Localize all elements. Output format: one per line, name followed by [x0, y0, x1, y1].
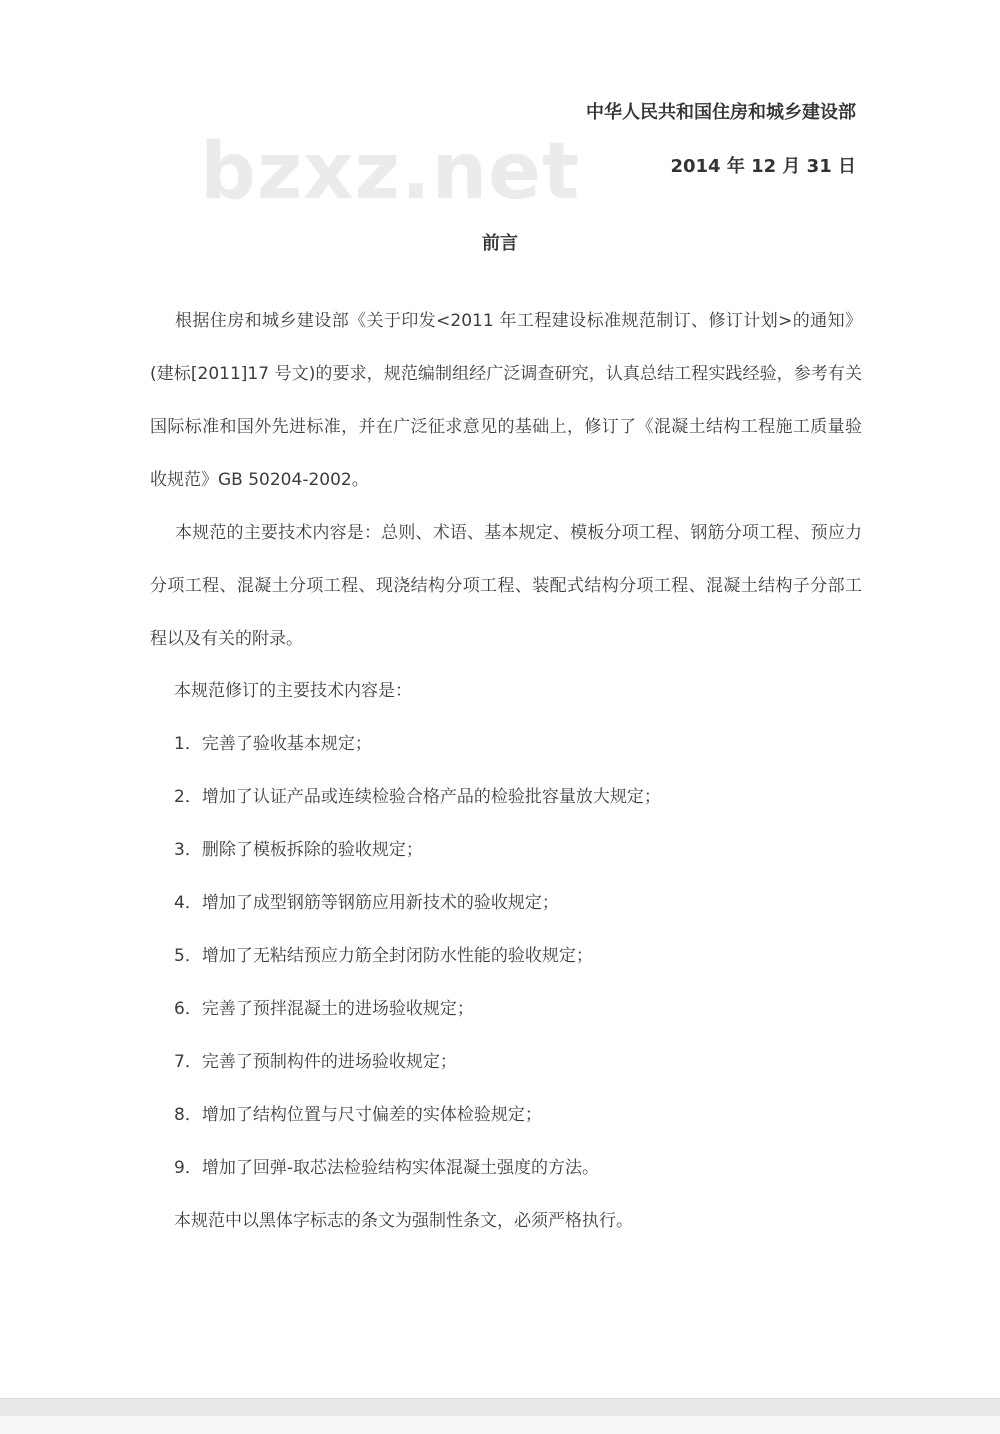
revision-intro: 本规范修订的主要技术内容是：: [174, 681, 412, 701]
revision-item-1: 1．完善了验收基本规定；: [174, 734, 372, 754]
paragraph-basis: 根据住房和城乡建设部《关于印发<2011 年工程建设标准规范制订、修订计划>的通知》(建标[2011]17 号文)的要求，规范编制组经广泛调查研究，认真总结工程实践经验，参考有关国际标准和国外先进标准，并在广泛征求意见的基础上，修订了《混凝土结构工程施工质量验收规范》GB 50204-2002。: [150, 311, 862, 490]
revision-item-9: 9．增加了回弹-取芯法检验结构实体混凝土强度的方法。: [174, 1158, 599, 1178]
revision-item-7: 7．完善了预制构件的进场验收规定；: [174, 1052, 457, 1072]
paragraph-main-content: 本规范的主要技术内容是：总则、术语、基本规定、模板分项工程、钢筋分项工程、预应力分项工程、混凝土分项工程、现浇结构分项工程、装配式结构分项工程、混凝土结构子分部工程以及有关的附录。: [150, 523, 862, 649]
page-bottom-strip: [0, 1416, 1000, 1434]
revision-item-3: 3．删除了模板拆除的验收规定；: [174, 840, 423, 860]
mandatory-clause-note: 本规范中以黑体字标志的条文为强制性条文，必须严格执行。: [174, 1211, 633, 1231]
section-heading: 前言: [482, 233, 518, 254]
issue-date: 2014 年 12 月 31 日: [670, 156, 856, 177]
issuing-authority: 中华人民共和国住房和城乡建设部: [586, 102, 856, 123]
revision-item-2: 2．增加了认证产品或连续检验合格产品的检验批容量放大规定；: [174, 787, 661, 807]
paragraph-2-block: [150, 507, 862, 666]
watermark-text: bzxz.net: [200, 127, 581, 217]
revision-item-6: 6．完善了预拌混凝土的进场验收规定；: [174, 999, 474, 1019]
page-bottom-divider: [0, 1398, 1000, 1417]
paragraph-1-block: [150, 295, 862, 507]
revision-item-5: 5．增加了无粘结预应力筋全封闭防水性能的验收规定；: [174, 946, 593, 966]
revision-item-8: 8．增加了结构位置与尺寸偏差的实体检验规定；: [174, 1105, 542, 1125]
revision-item-4: 4．增加了成型钢筋等钢筋应用新技术的验收规定；: [174, 893, 559, 913]
